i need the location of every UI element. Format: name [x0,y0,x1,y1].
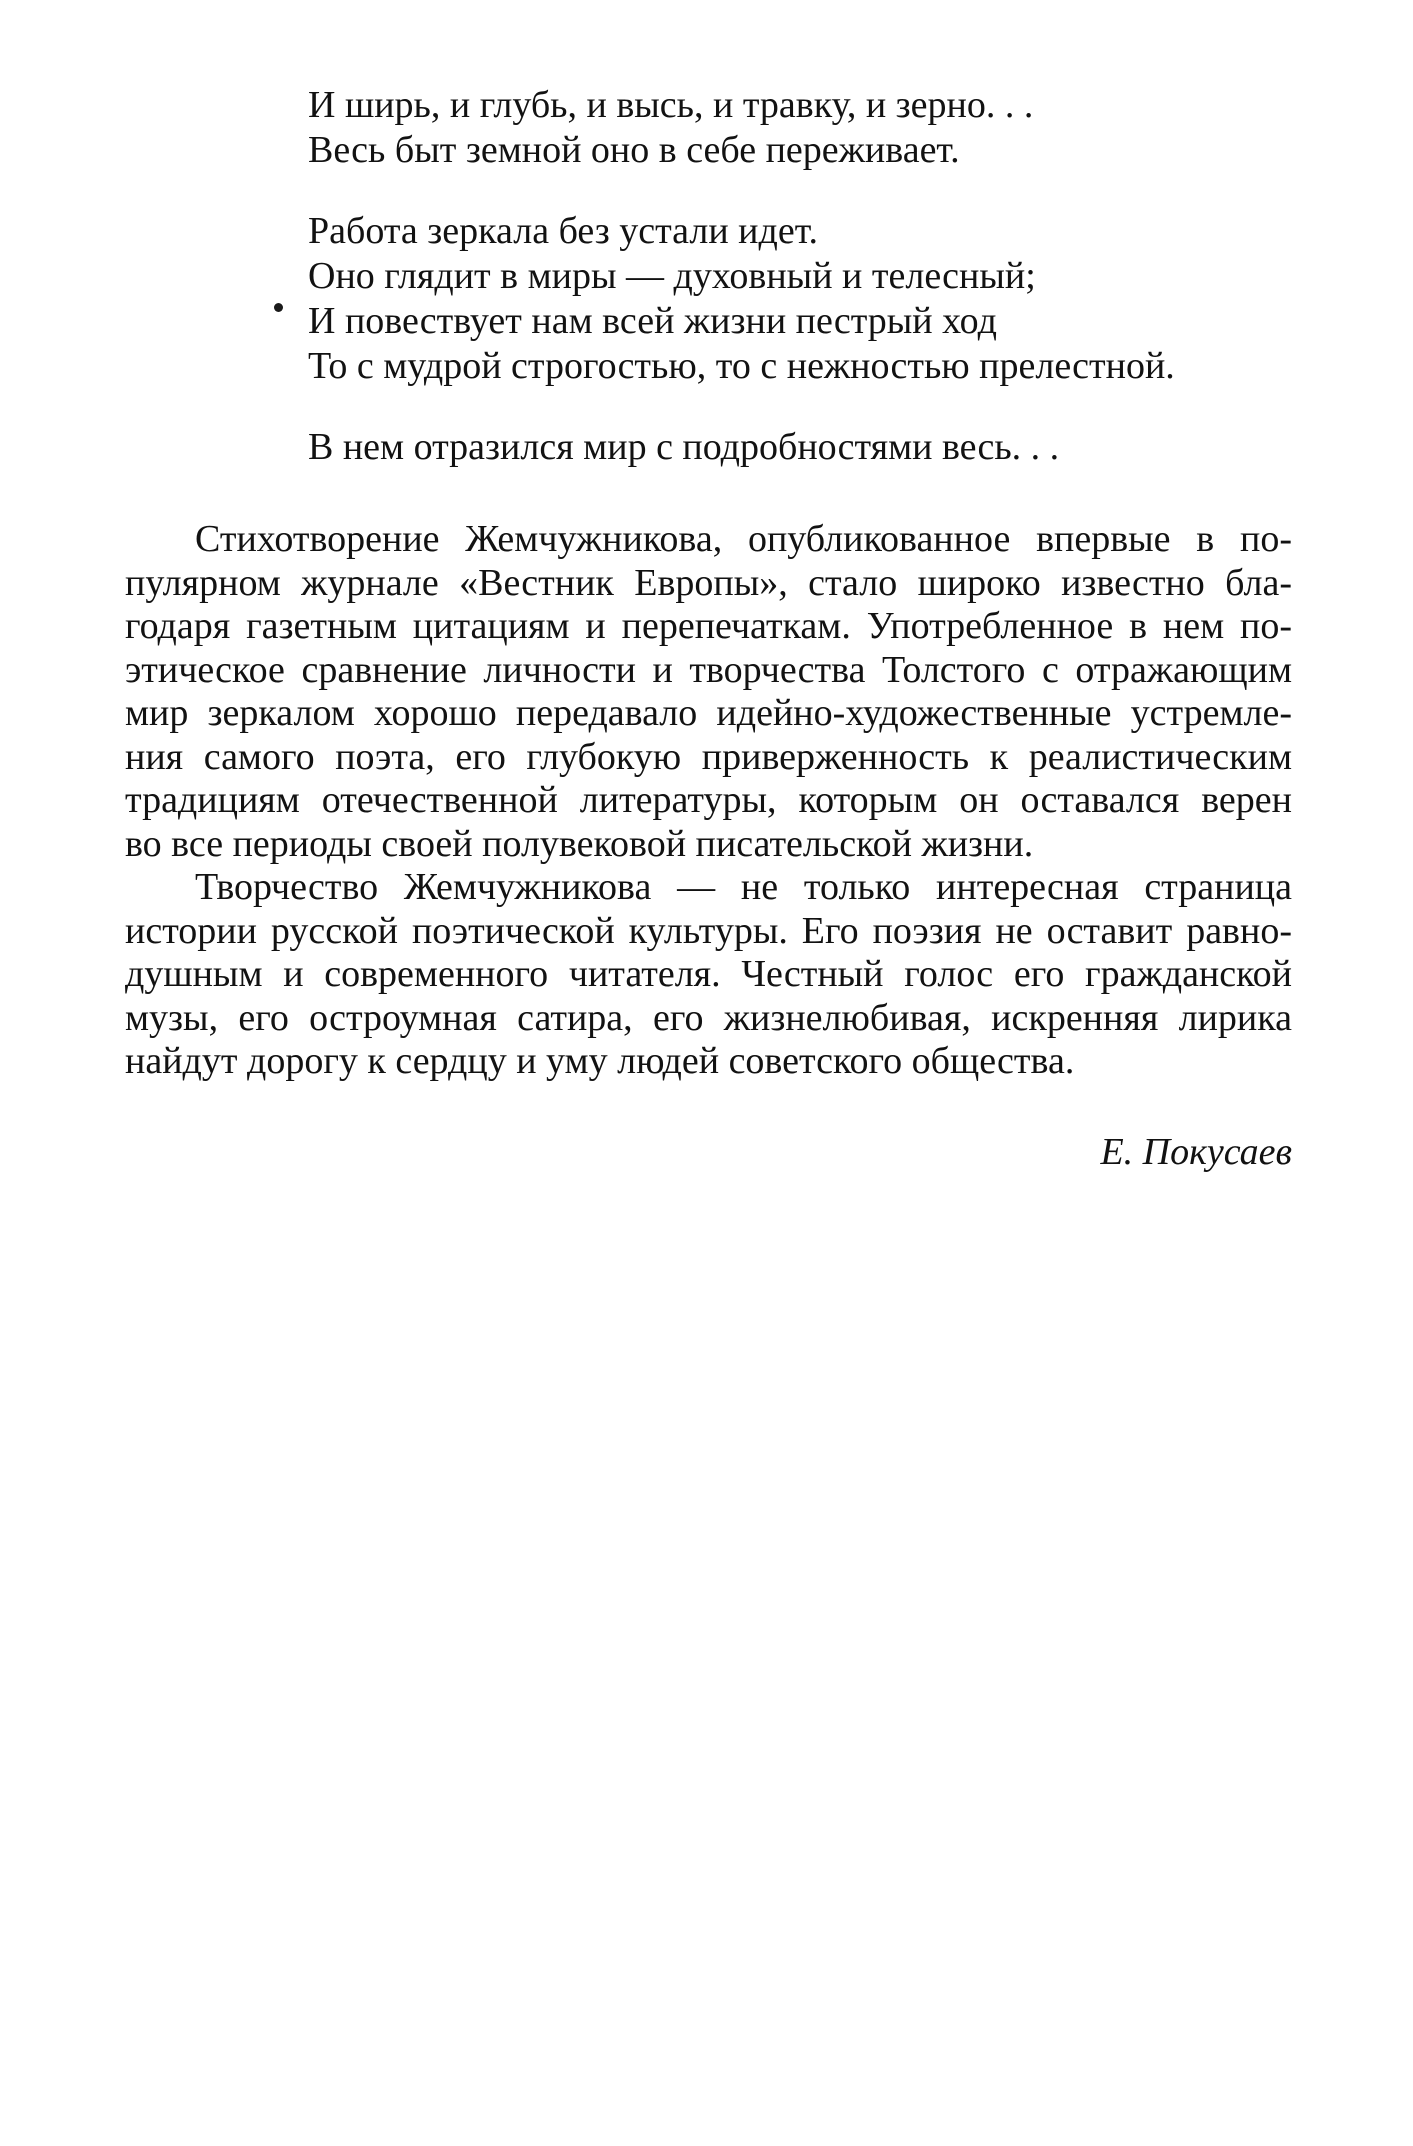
poem-line: И повествует нам всей жизни пестрый ход [308,300,997,342]
paragraph-1 [125,518,1292,866]
prose-block [125,518,1292,1084]
poem-line: Работа зеркала без устали идет. [308,210,818,252]
ink-speck [274,303,283,312]
text-line: этическое сравнение личности и творчества Толстого с отражающим [125,648,1292,691]
text-line: ния самого поэта, его глубокую приверженность к реалистическим [125,735,1292,778]
text-line: найдут дорогу к сердцу и уму людей советского общества. [125,1040,1075,1082]
text-line: традициям отечественной литературы, которым он оставался верен [125,779,1292,821]
text-line: мир зеркалом хорошо передавало идейно-художественные устремле- [125,692,1292,734]
poem-line: Оно глядит в миры — духовный и телесный; [308,255,1036,297]
text-line: душным и современного читателя. Честный голос его гражданской [125,953,1292,995]
text-line: Стихотворение Жемчужникова, опубликованное впервые в по- [195,518,1292,560]
text-line: пулярном журнале «Вестник Европы», стало широко известно бла- [125,561,1292,604]
poem-line: И ширь, и глубь, и высь, и травку, и зерно. . . [308,84,1034,126]
poem-stanza-2 [308,209,1175,389]
poem-block [308,83,1175,470]
text-line: во все периоды своей полувековой писательской жизни. [125,822,1034,865]
author-signature: Е. Покусаев [1100,1131,1292,1173]
poem-stanza-3 [308,425,1175,470]
text-line: Творчество Жемчужникова — не только интересная страница [195,866,1292,908]
text-line: годаря газетным цитациям и перепечаткам. Употребленное в нем по- [125,605,1292,647]
poem-line: То с мудрой строгостью, то с нежностью прелестной. [308,345,1175,387]
paragraph-2 [125,866,1292,1084]
poem-line: В нем отразился мир с подробностями весь. . . [308,426,1060,468]
poem-stanza-1 [308,83,1175,173]
text-line: истории русской поэтической культуры. Его поэзия не оставит равно- [125,909,1292,952]
text-line: музы, его остроумная сатира, его жизнелюбивая, искренняя лирика [125,996,1292,1039]
poem-line: Весь быт земной оно в себе переживает. [308,129,960,171]
